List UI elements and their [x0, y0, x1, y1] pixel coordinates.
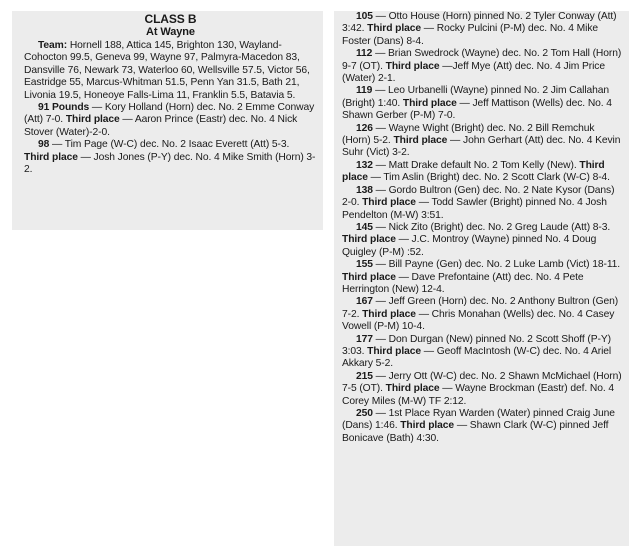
- third-place-result: — J.C. Montroy (Wayne) pinned No. 4 Doug Quigley (P-M) :52.: [342, 234, 597, 258]
- weight-class: 98: [38, 139, 50, 151]
- third-place-label: Third place: [362, 308, 416, 320]
- final-result: — Leo Urbanelli (Wayne) pinned No. 2 Jim Callahan (Bright) 1:40.: [342, 85, 610, 109]
- result-paragraph: [342, 11, 623, 48]
- final-result: — Wayne Wight (Bright) dec. No. 2 Bill Remchuk (Horn) 5-2.: [342, 122, 595, 147]
- third-place-result: — Tim Aslin (Bright) dec. No. 2 Scott Clark (W-C) 8-4.: [367, 172, 610, 184]
- site-heading: At Wayne: [146, 26, 195, 38]
- result-paragraph: [24, 102, 317, 139]
- weight-class: 138: [356, 184, 373, 196]
- result-paragraph: [342, 85, 623, 122]
- weight-class: 112: [356, 48, 373, 60]
- final-result: — Bill Payne (Gen) dec. No. 2 Luke Lamb (Vict) 18-11.: [372, 259, 621, 271]
- result-paragraph: [342, 160, 623, 185]
- final-result: — 1st Place Ryan Warden (Water) pinned Craig June (Dans) 1:46.: [342, 408, 615, 432]
- result-paragraph: [342, 371, 623, 408]
- third-place-label: Third place: [402, 97, 457, 109]
- result-paragraph: [342, 408, 623, 445]
- final-result: — Jeff Green (Horn) dec. No. 2 Anthony Bultron (Gen) 7-2.: [342, 296, 619, 320]
- result-paragraph: [342, 222, 623, 259]
- result-paragraph: [342, 123, 623, 160]
- third-place-result: — Todd Sawler (Bright) pinned No. 4 Josh Pendelton (M-W) 3:51.: [342, 197, 607, 221]
- third-place-label: Third place: [393, 135, 448, 147]
- final-result: — Brian Swedrock (Wayne) dec. No. 2 Tom Hall (Horn) 9-7 (OT).: [342, 48, 622, 72]
- third-place-result: — Rocky Pulcini (P-M) dec. No. 4 Mike Foster (Dans) 8-4.: [342, 23, 599, 47]
- final-result: — Matt Drake default No. 2 Tom Kelly (New).: [372, 159, 577, 171]
- final-result: — Jerry Ott (W-C) dec. No. 2 Shawn McMichael (Horn) 7-5 (OT).: [342, 370, 622, 395]
- third-place-label: Third place: [342, 234, 396, 246]
- third-place-label: Third place: [367, 345, 422, 357]
- third-place-result: —Jeff Mye (Att) dec. No. 4 Jim Price (Water) 2-1.: [342, 60, 605, 85]
- weight-class: 126: [356, 122, 373, 134]
- third-place-result: — Josh Jones (P-Y) dec. No. 4 Mike Smith (Horn) 3-2.: [24, 151, 316, 176]
- weight-class: 167: [356, 296, 373, 308]
- result-paragraph: [342, 185, 623, 222]
- third-place-label: Third place: [400, 420, 455, 432]
- third-place-result: — Chris Monahan (Wells) dec. No. 4 Casey Vowell (P-M) 10-4.: [342, 308, 615, 333]
- weight-class: 91 Pounds: [38, 102, 90, 114]
- weight-class: 215: [356, 370, 373, 382]
- team-label: Team:: [38, 40, 68, 51]
- weight-class: 132: [356, 159, 373, 171]
- third-place-result: — Aaron Prince (Eastr) dec. No. 4 Nick Stover (Water)-2-0.: [24, 114, 298, 138]
- third-place-label: Third place: [65, 114, 120, 126]
- final-result: — Nick Zito (Bright) dec. No. 2 Greg Laude (Att) 8-3.: [372, 221, 611, 233]
- result-paragraph: [342, 334, 623, 371]
- left-clipping: [12, 11, 323, 230]
- third-place-label: Third place: [385, 60, 440, 72]
- result-paragraph: [342, 259, 623, 296]
- final-result: — Don Durgan (New) pinned No. 2 Scott Shoff (P-Y) 3:03.: [342, 333, 611, 357]
- final-result: — Tim Page (W-C) dec. No. 2 Isaac Everett (Att) 5-3.: [49, 139, 290, 151]
- third-place-result: — John Gerhart (Att) dec. No. 4 Kevin Suhr (Vict) 3-2.: [342, 135, 621, 159]
- third-place-label: Third place: [342, 159, 605, 184]
- final-result: — Kory Holland (Horn) dec. No. 2 Emme Conway (Att) 7-0.: [24, 102, 315, 126]
- weight-class: 155: [356, 259, 373, 271]
- third-place-result: — Dave Prefontaine (Att) dec. No. 4 Pete Herrington (New) 12-4.: [342, 271, 584, 295]
- third-place-result: — Jeff Mattison (Wells) dec. No. 4 Shawn Gerber (P-M) 7-0.: [342, 97, 612, 122]
- result-paragraph: [342, 48, 623, 85]
- third-place-result: — Wayne Brockman (Eastr) def. No. 4 Corey Miles (M-W) TF 2:12.: [342, 383, 615, 407]
- weight-class: 250: [356, 408, 373, 419]
- right-clipping: [334, 11, 629, 546]
- weight-class: 119: [356, 85, 373, 97]
- third-place-result: — Geoff MacIntosh (W-C) dec. No. 4 Ariel Akkary 5-2.: [342, 345, 612, 370]
- third-place-label: Third place: [362, 197, 416, 209]
- third-place-result: — Shawn Clark (W-C) pinned Jeff Bonicave (Bath) 4:30.: [342, 420, 609, 444]
- result-paragraph: [24, 139, 317, 176]
- third-place-label: Third place: [342, 271, 396, 283]
- third-place-label: Third place: [24, 151, 78, 163]
- weight-class: 145: [356, 221, 373, 233]
- weight-class: 105: [356, 11, 373, 22]
- class-heading: CLASS B: [144, 12, 197, 26]
- third-place-label: Third place: [385, 383, 440, 395]
- third-place-label: Third place: [367, 23, 422, 35]
- team-scores-text: Hornell 188, Attica 145, Brighton 130, Wayland-Cohocton 99.5, Geneva 99, Wayne 97, Palmyra-Macedon 83, Dansville 76, Newark 73, Waterloo 60, Wellsville 57.5, Victor 56, Eastridge 55, Marcus-Whitman 51.5, Penn Yan 31.5, Bath 21, Livonia 19.5, Honeoye Falls-Lima 11, Franklin 5.5, Batavia 5.: [24, 40, 310, 101]
- final-result: — Gordo Bultron (Gen) dec. No. 2 Nate Kysor (Dans) 2-0.: [342, 184, 615, 209]
- team-scores: [24, 40, 317, 102]
- final-result: — Otto House (Horn) pinned No. 2 Tyler Conway (Att) 3:42.: [342, 11, 617, 35]
- result-paragraph: [342, 296, 623, 333]
- weight-class: 177: [356, 333, 373, 345]
